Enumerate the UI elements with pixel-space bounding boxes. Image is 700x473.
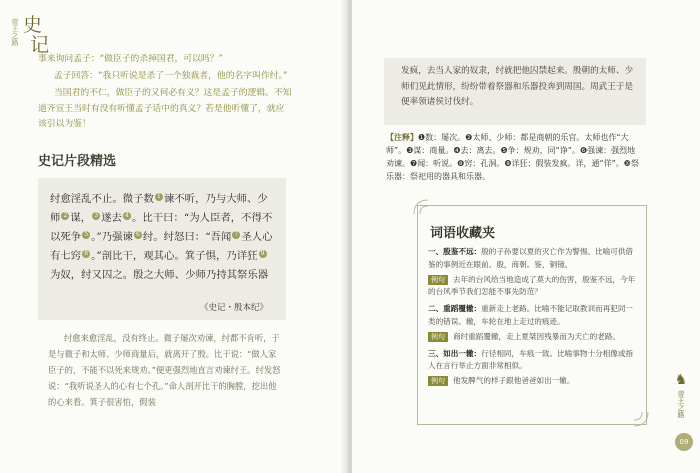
note-ref: 5: [82, 231, 90, 239]
logo-subtitle: 帝王之路: [11, 18, 19, 46]
vocab-item: 三、如出一辙：行径相同，车痕一致。比喻事物十分相像或指人在言行举止方面非常相似。: [428, 348, 634, 371]
note-ref: 3: [92, 212, 100, 220]
continued-translation-text: 发疯，去当人家的奴隶，纣就把他囚禁起来。殷朝的太师、少师们见此情形，纷纷带着祭器和乐器投奔到周国。周武王于是便率领诸侯讨伐纣。: [401, 66, 634, 107]
notes-text: ❶数：屡次。❷太师、少师：都是商朝的乐官。太师也作“大师”。❸谋：商量。❹去：离去。❺争：规劝，同“诤”。❻强谏：强烈地劝谏。❼闻：听说。❽窍：孔洞。❾详狂：假装发疯。详，通“佯”。❿祭乐器：祭祀用的器具和乐器。: [386, 133, 639, 181]
corner-ornament-icon: [620, 398, 650, 428]
vocab-list: [428, 246, 636, 388]
chapter-side-mark: [670, 372, 692, 432]
logo-char-2: 记: [30, 34, 50, 56]
intro-paragraph-2: 孟子回答：“我只听说是杀了一个独裁者，他的名字叫作纣。”: [54, 71, 288, 81]
right-page: [352, 0, 700, 473]
quote-text: 纣愈淫乱不止。微子数 1 谏不听，乃与大师、少师 2 谋， 3 遂去 4 。比干曰：“为人臣者，不得不以死争 5 。”乃强谏 6 纣。纣怒曰：“吾闻 7 圣人心有七窍 8 。”剖比干，观其心。箕子惧，乃详狂 9为奴，纣又囚之。殷之大师、少师乃持其祭乐器: [50, 192, 273, 281]
intro-paragraph-1: 事来询问孟子：“做臣子的杀掉国君，可以吗？”: [38, 54, 224, 64]
vocab-example: 例句 商纣重蹈覆辙，走上夏桀因残暴而为天亡的老路。: [428, 331, 636, 344]
corner-ornament-icon: [412, 198, 442, 228]
section-title: 史记片段精选: [38, 154, 117, 169]
page-number: 09: [675, 433, 693, 451]
vocab-example: 例句 去年的台风给当地造成了莫大的伤害，殷鉴不远，今年的台风季节我们怎能不事先防范？: [428, 274, 636, 297]
note-ref: 7: [232, 231, 240, 239]
quote-box: [38, 178, 286, 320]
quote-source: 《史记・殷本纪》: [199, 303, 268, 313]
note-ref: 1: [155, 193, 163, 201]
vocab-frame: [417, 205, 647, 425]
example-tag: 例句: [428, 376, 448, 386]
intro-paragraph-3: 当国君的不仁，做臣子的又何必有义？这是孟子的逻辑。不知道齐宣王当时有没有听懂孟子话中的真义？若是他听懂了，就应该引以为鉴！: [38, 88, 292, 129]
note-ref: 4: [123, 212, 131, 220]
note-ref: 6: [134, 231, 142, 239]
translation-text: 纣愈来愈淫乱，没有终止。微子屡次劝谏，纣都不肯听，于是与微子和太师、少师商量后，就离开了殷。比干说：“做人家臣子的，不能不以死来规劝。”便更强烈地直言劝谏纣王。纣发怒说：“我听说圣人的心有七个孔。”命人剖开比干的胸膛，挖出他的心来看。箕子很害怕，假装: [48, 333, 281, 407]
note-ref: 8: [82, 250, 90, 258]
example-tag: 例句: [428, 332, 448, 342]
vocab-item: 二、重蹈覆辙：重新走上老路。比喻不能记取教训而再犯同一类的错误。辙，车轮在地上走过的痕迹。: [428, 304, 634, 326]
chapter-side-text: 帝王之路: [677, 390, 685, 418]
note-ref: 9: [259, 250, 267, 258]
logo-char-1: 史: [23, 14, 43, 36]
example-tag: 例句: [428, 275, 448, 285]
vocab-title: 词语收藏夹: [430, 226, 496, 241]
notes-block: [386, 131, 640, 183]
vocab-example: 例句 他发脾气的样子跟他爸爸如出一辙。: [428, 375, 636, 388]
notes-label: 【注释】: [386, 133, 418, 142]
left-page: [0, 0, 348, 473]
horse-icon: ♞: [674, 372, 688, 388]
vocab-item: 一、殷鉴不远：殷的子孙要以夏的灭亡作为警惕。比喻可供借鉴的事例近在眼前。殷，商朝。鉴，铜镜。: [428, 247, 634, 269]
book-logo: [10, 8, 58, 56]
note-ref: 2: [61, 212, 69, 220]
